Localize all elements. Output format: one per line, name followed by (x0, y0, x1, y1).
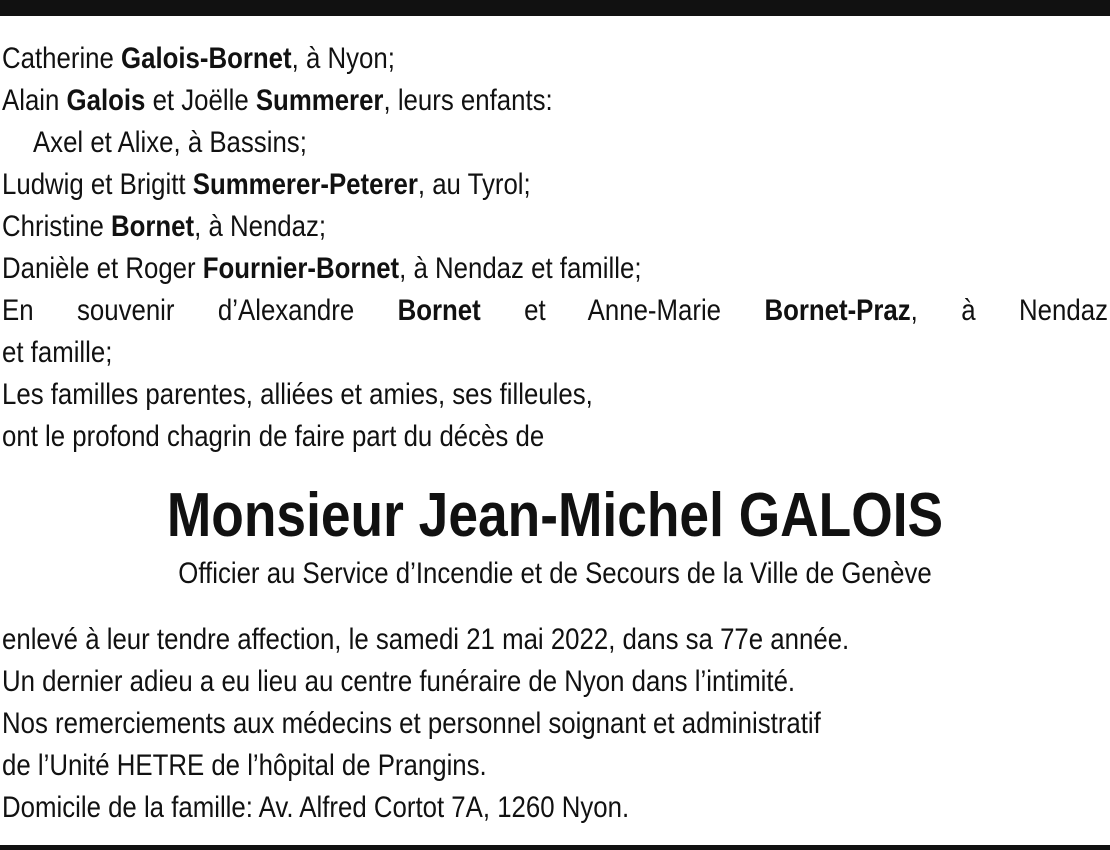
family-line-1: Catherine Galois-Bornet, à Nyon; (2, 42, 395, 75)
announcement-message (2, 619, 953, 829)
family-line-6: Danièle et Roger Fournier-Bornet, à Nendaz et famille; (2, 252, 642, 285)
family-surname: Galois (66, 84, 146, 117)
family-surname: Summerer-Peterer (192, 168, 418, 201)
family-surname: Bornet-Praz (764, 294, 911, 327)
message-line-1: enlevé à leur tendre affection, le samedi 21 mai 2022, dans sa 77e année. (2, 623, 850, 656)
family-line-4: Ludwig et Brigitt Summerer-Peterer, au Tyrol; (2, 168, 531, 201)
family-line-8: et famille; (2, 336, 113, 369)
family-surname: Summerer (255, 84, 384, 117)
deceased-title: Officier au Service d’Incendie et de Secours de la Ville de Genève (178, 557, 932, 590)
family-line-10: ont le profond chagrin de faire part du décès de (2, 420, 545, 453)
family-surname: Fournier-Bornet (202, 252, 400, 285)
family-line-9: Les familles parentes, alliées et amies, ses filleules, (2, 378, 593, 411)
family-surname: Bornet (110, 210, 195, 243)
message-line-2: Un dernier adieu a eu lieu au centre funéraire de Nyon dans l’intimité. (2, 665, 796, 698)
top-border-rule (0, 0, 1110, 16)
family-line-7: En souvenir d’Alexandre Bornet et Anne-Marie Bornet-Praz, à Nendaz (2, 294, 1108, 327)
family-line-3: Axel et Alixe, à Bassins; (32, 126, 307, 159)
deceased-block (0, 478, 1110, 594)
family-surname: Bornet (397, 294, 481, 327)
family-surname: Galois-Bornet (121, 42, 292, 75)
message-line-5: Domicile de la famille: Av. Alfred Cortot 7A, 1260 Nyon. (2, 791, 630, 824)
bottom-border-rule (0, 845, 1110, 850)
deceased-name: Monsieur Jean-Michel GALOIS (166, 481, 944, 550)
message-line-4: de l’Unité HETRE de l’hôpital de Prangins. (2, 749, 487, 782)
message-line-3: Nos remerciements aux médecins et personnel soignant et administratif (2, 707, 821, 740)
family-line-2: Alain Galois et Joëlle Summerer, leurs enfants: (2, 84, 553, 117)
family-line-5: Christine Bornet, à Nendaz; (2, 210, 327, 243)
family-list (2, 38, 1108, 458)
